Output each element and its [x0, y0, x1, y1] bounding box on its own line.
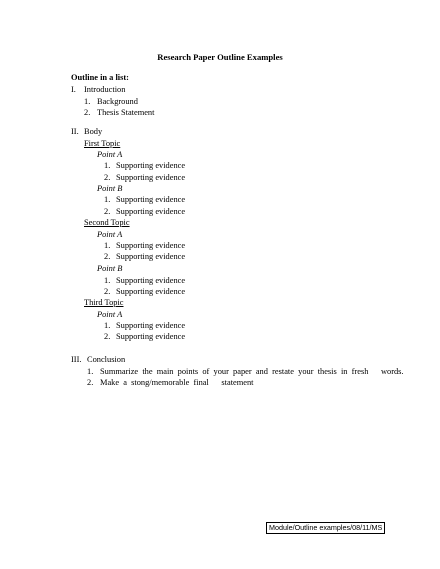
item-text: Background: [97, 97, 138, 106]
item-text: Supporting evidence: [116, 173, 186, 182]
item-number: 2.: [87, 378, 94, 387]
section-numeral: I.: [71, 85, 76, 94]
item-number: 1.: [84, 97, 91, 106]
outline-subtitle: Outline in a list:: [71, 73, 129, 82]
item-number: 1.: [104, 321, 111, 330]
item-number: 2.: [104, 252, 111, 261]
point-label: Point A: [97, 230, 123, 239]
item-number: 1.: [87, 367, 94, 376]
item-number: 2.: [84, 108, 91, 117]
item-text: Supporting evidence: [116, 287, 186, 296]
item-text: Supporting evidence: [116, 207, 186, 216]
item-number: 1.: [104, 161, 111, 170]
item-text: Supporting evidence: [116, 161, 186, 170]
item-text: Summarize the main points of your paper and restate your thesis in fresh words.: [100, 367, 404, 376]
item-text: Make a stong/memorable final statement: [100, 378, 254, 387]
item-number: 2.: [104, 207, 111, 216]
point-label: Point B: [97, 264, 123, 273]
item-number: 1.: [104, 195, 111, 204]
footer-reference: Module/Outline examples/08/11/MS: [266, 522, 385, 534]
item-number: 2.: [104, 332, 111, 341]
section-label-introduction: Introduction: [84, 85, 126, 94]
item-number: 2.: [104, 173, 111, 182]
section-numeral: III.: [71, 355, 82, 364]
section-label-body: Body: [84, 127, 103, 136]
page-title: Research Paper Outline Examples: [157, 52, 283, 62]
point-label: Point A: [97, 150, 123, 159]
item-number: 2.: [104, 287, 111, 296]
item-text: Supporting evidence: [116, 276, 186, 285]
item-number: 1.: [104, 276, 111, 285]
topic-label: Third Topic: [84, 298, 124, 307]
item-text: Supporting evidence: [116, 332, 186, 341]
point-label: Point A: [97, 310, 123, 319]
item-number: 1.: [104, 241, 111, 250]
item-text: Supporting evidence: [116, 195, 186, 204]
point-label: Point B: [97, 184, 123, 193]
item-text: Supporting evidence: [116, 241, 186, 250]
item-text: Thesis Statement: [97, 108, 155, 117]
item-text: Supporting evidence: [116, 252, 186, 261]
topic-label: First Topic: [84, 139, 121, 148]
section-label-conclusion: Conclusion: [87, 355, 126, 364]
item-text: Supporting evidence: [116, 321, 186, 330]
topic-label: Second Topic: [84, 218, 130, 227]
section-numeral: II.: [71, 127, 79, 136]
